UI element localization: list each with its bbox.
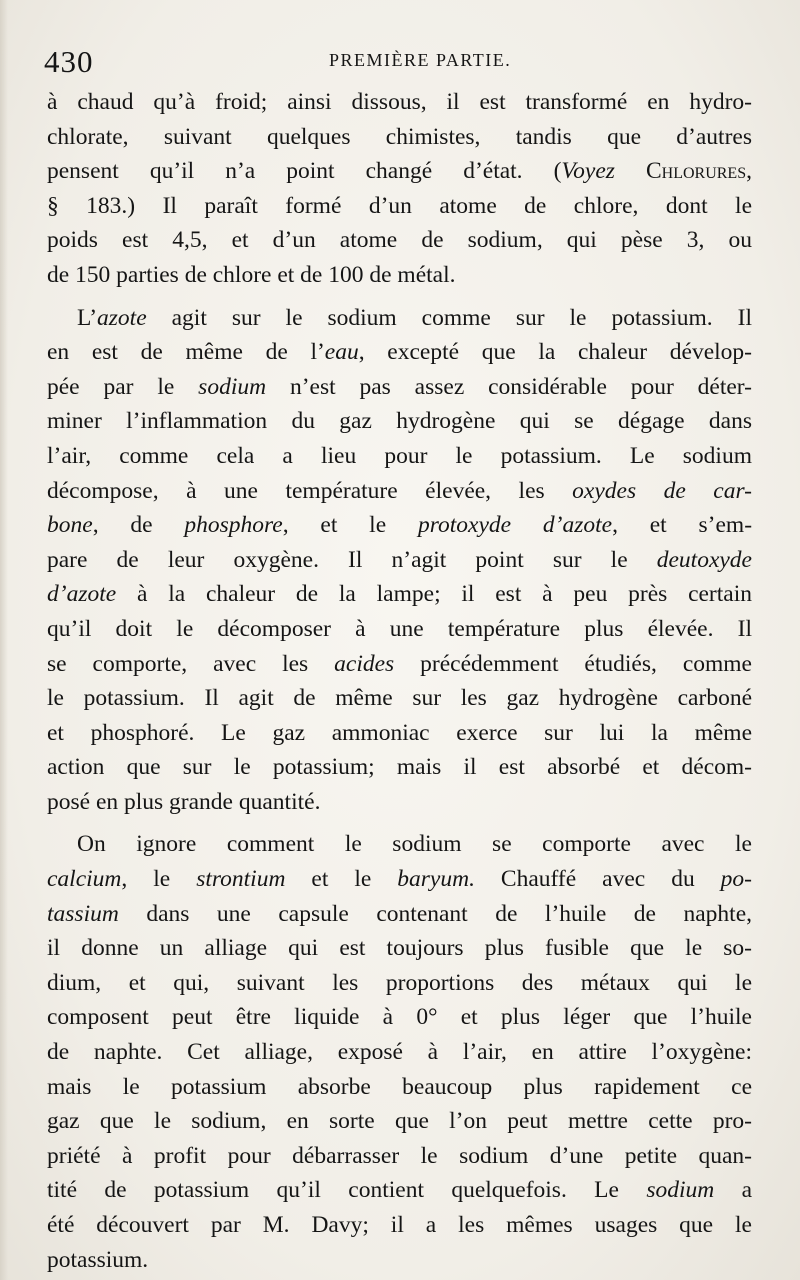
italic-term: phosphore [184, 512, 283, 539]
italic-term: Voyez [561, 158, 615, 185]
text-run: , et s’em- [612, 512, 753, 539]
italic-term: d’azote [47, 581, 117, 608]
text-run: composent peut être liquide à 0° et plus léger que l’huile [47, 1004, 752, 1031]
text-run: chlorate, suivant quelques chimistes, tandis que d’autres [47, 123, 752, 150]
text-run: le potassium. Il agit de même sur les gaz hydrogène carboné [47, 685, 752, 712]
italic-term: oxydes de car- [572, 477, 752, 504]
text-line [47, 1035, 752, 1070]
text-line [47, 750, 752, 785]
paragraph-gap [47, 293, 752, 301]
text-run: , de [92, 512, 185, 539]
italic-term: eau [324, 339, 359, 366]
text-line [47, 120, 752, 155]
text-run: poids est 4,5, et d’un atome de sodium, qui pèse 3, ou [47, 227, 752, 254]
page-header [44, 40, 744, 80]
text-run: L’ [77, 304, 98, 331]
text-run: § 183.) Il paraît formé d’un atome de chlore, dont le [47, 192, 752, 219]
text-line [47, 508, 752, 543]
text-run: , le [121, 866, 197, 893]
text-run: Chauffé avec du [474, 866, 721, 893]
text-line [47, 966, 752, 1001]
text-line [47, 258, 752, 293]
italic-term: bone [47, 512, 93, 539]
text-run: été découvert par M. Davy; il a les mêmes usages que le [47, 1212, 752, 1238]
text-line [47, 577, 752, 612]
text-run: mais le potassium absorbe beaucoup plus rapidement ce [47, 1073, 752, 1100]
italic-term: protoxyde d’azote [417, 512, 613, 539]
text-line [47, 85, 752, 120]
text-line [47, 716, 752, 751]
text-run: il donne un alliage qui est toujours plus fusible que le so- [47, 935, 752, 962]
text-run: qu’il doit le décomposer à une température plus élevée. Il [47, 615, 752, 642]
text-line [47, 370, 752, 405]
italic-term: deutoxyde [656, 546, 752, 573]
italic-term: azote [97, 304, 147, 331]
text-line [47, 474, 752, 509]
text-line [47, 862, 752, 897]
body-text [47, 85, 752, 1277]
text-run: de naphte. Cet alliage, exposé à l’air, en attire l’oxygène: [47, 1039, 752, 1066]
small-caps-term: Chlorures [614, 158, 747, 185]
text-run: pensent qu’il n’a point changé d’état. ( [47, 158, 562, 185]
text-line [47, 681, 752, 716]
text-run: , [746, 158, 752, 185]
text-line [47, 301, 752, 336]
text-run: pare de leur oxygène. Il n’agit point sur le [47, 546, 657, 573]
page-number: 430 [44, 44, 94, 79]
page-gutter-shadow [0, 0, 8, 1280]
text-line [47, 785, 752, 820]
text-line [47, 189, 752, 224]
text-run: à chaud qu’à froid; ainsi dissous, il est transformé en hydro- [47, 89, 752, 115]
text-run: précédemment étudiés, comme [394, 650, 752, 677]
text-line [47, 154, 752, 189]
text-run: à la chaleur de la lampe; il est à peu près certain [116, 581, 752, 608]
italic-term: sodium [646, 1177, 715, 1204]
text-run: miner l’inflammation du gaz hydrogène qui se dégage dans [47, 408, 752, 435]
text-run: pée par le [47, 373, 199, 400]
text-run: agit sur le sodium comme sur le potassium. Il [146, 304, 752, 331]
text-run: priété à profit pour débarrasser le sodium d’une petite quan- [47, 1142, 752, 1169]
text-run: décompose, à une température élevée, les [47, 477, 573, 504]
text-run: posé en plus grande quantité. [47, 788, 321, 815]
italic-term: tassium [47, 900, 119, 927]
text-run: de 150 parties de chlore et de 100 de métal. [47, 261, 456, 288]
italic-term: po- [720, 866, 752, 893]
text-line [47, 439, 752, 474]
text-run: et phosphoré. Le gaz ammoniac exerce sur lui la même [47, 719, 752, 746]
text-run: n’est pas assez considérable pour déter- [266, 373, 752, 400]
text-line [47, 335, 752, 370]
paragraph-gap [47, 819, 752, 827]
text-run: gaz que le sodium, en sorte que l’on peut mettre cette pro- [47, 1108, 752, 1135]
text-run: en est de même de l’ [47, 339, 325, 366]
text-line [47, 1000, 752, 1035]
text-line [47, 1139, 752, 1174]
text-run: On ignore comment le sodium se comporte avec le [77, 831, 752, 858]
text-run: et le [285, 866, 398, 893]
italic-term: acides [334, 650, 395, 677]
text-line [47, 827, 752, 862]
text-line [47, 1243, 752, 1278]
text-line [47, 404, 752, 439]
italic-term: calcium [47, 866, 122, 893]
italic-term: sodium [198, 373, 267, 400]
text-run: a [714, 1177, 752, 1204]
text-line [47, 897, 752, 932]
text-run: tité de potassium qu’il contient quelquefois. Le [47, 1177, 647, 1204]
text-line [47, 223, 752, 258]
text-run: dans une capsule contenant de l’huile de naphte, [118, 900, 752, 927]
text-line [47, 647, 752, 682]
text-run: potassium. [47, 1246, 149, 1273]
text-run: action que sur le potassium; mais il est absorbé et décom- [47, 754, 752, 781]
text-run: l’air, comme cela a lieu pour le potassium. Le sodium [47, 442, 752, 469]
text-line [47, 612, 752, 647]
italic-term: baryum. [397, 866, 475, 893]
text-run: se comporte, avec les [47, 650, 335, 677]
text-run: dium, et qui, suivant les proportions des métaux qui le [47, 969, 752, 996]
running-title: PREMIÈRE PARTIE. [329, 50, 512, 70]
text-run: , et le [282, 512, 418, 539]
text-line [47, 1173, 752, 1208]
text-line [47, 1104, 752, 1139]
text-line [47, 1070, 752, 1105]
italic-term: strontium [196, 866, 286, 893]
text-line [47, 1208, 752, 1243]
text-line [47, 931, 752, 966]
text-line [47, 543, 752, 578]
text-run: , excepté que la chaleur dévelop- [358, 339, 752, 366]
